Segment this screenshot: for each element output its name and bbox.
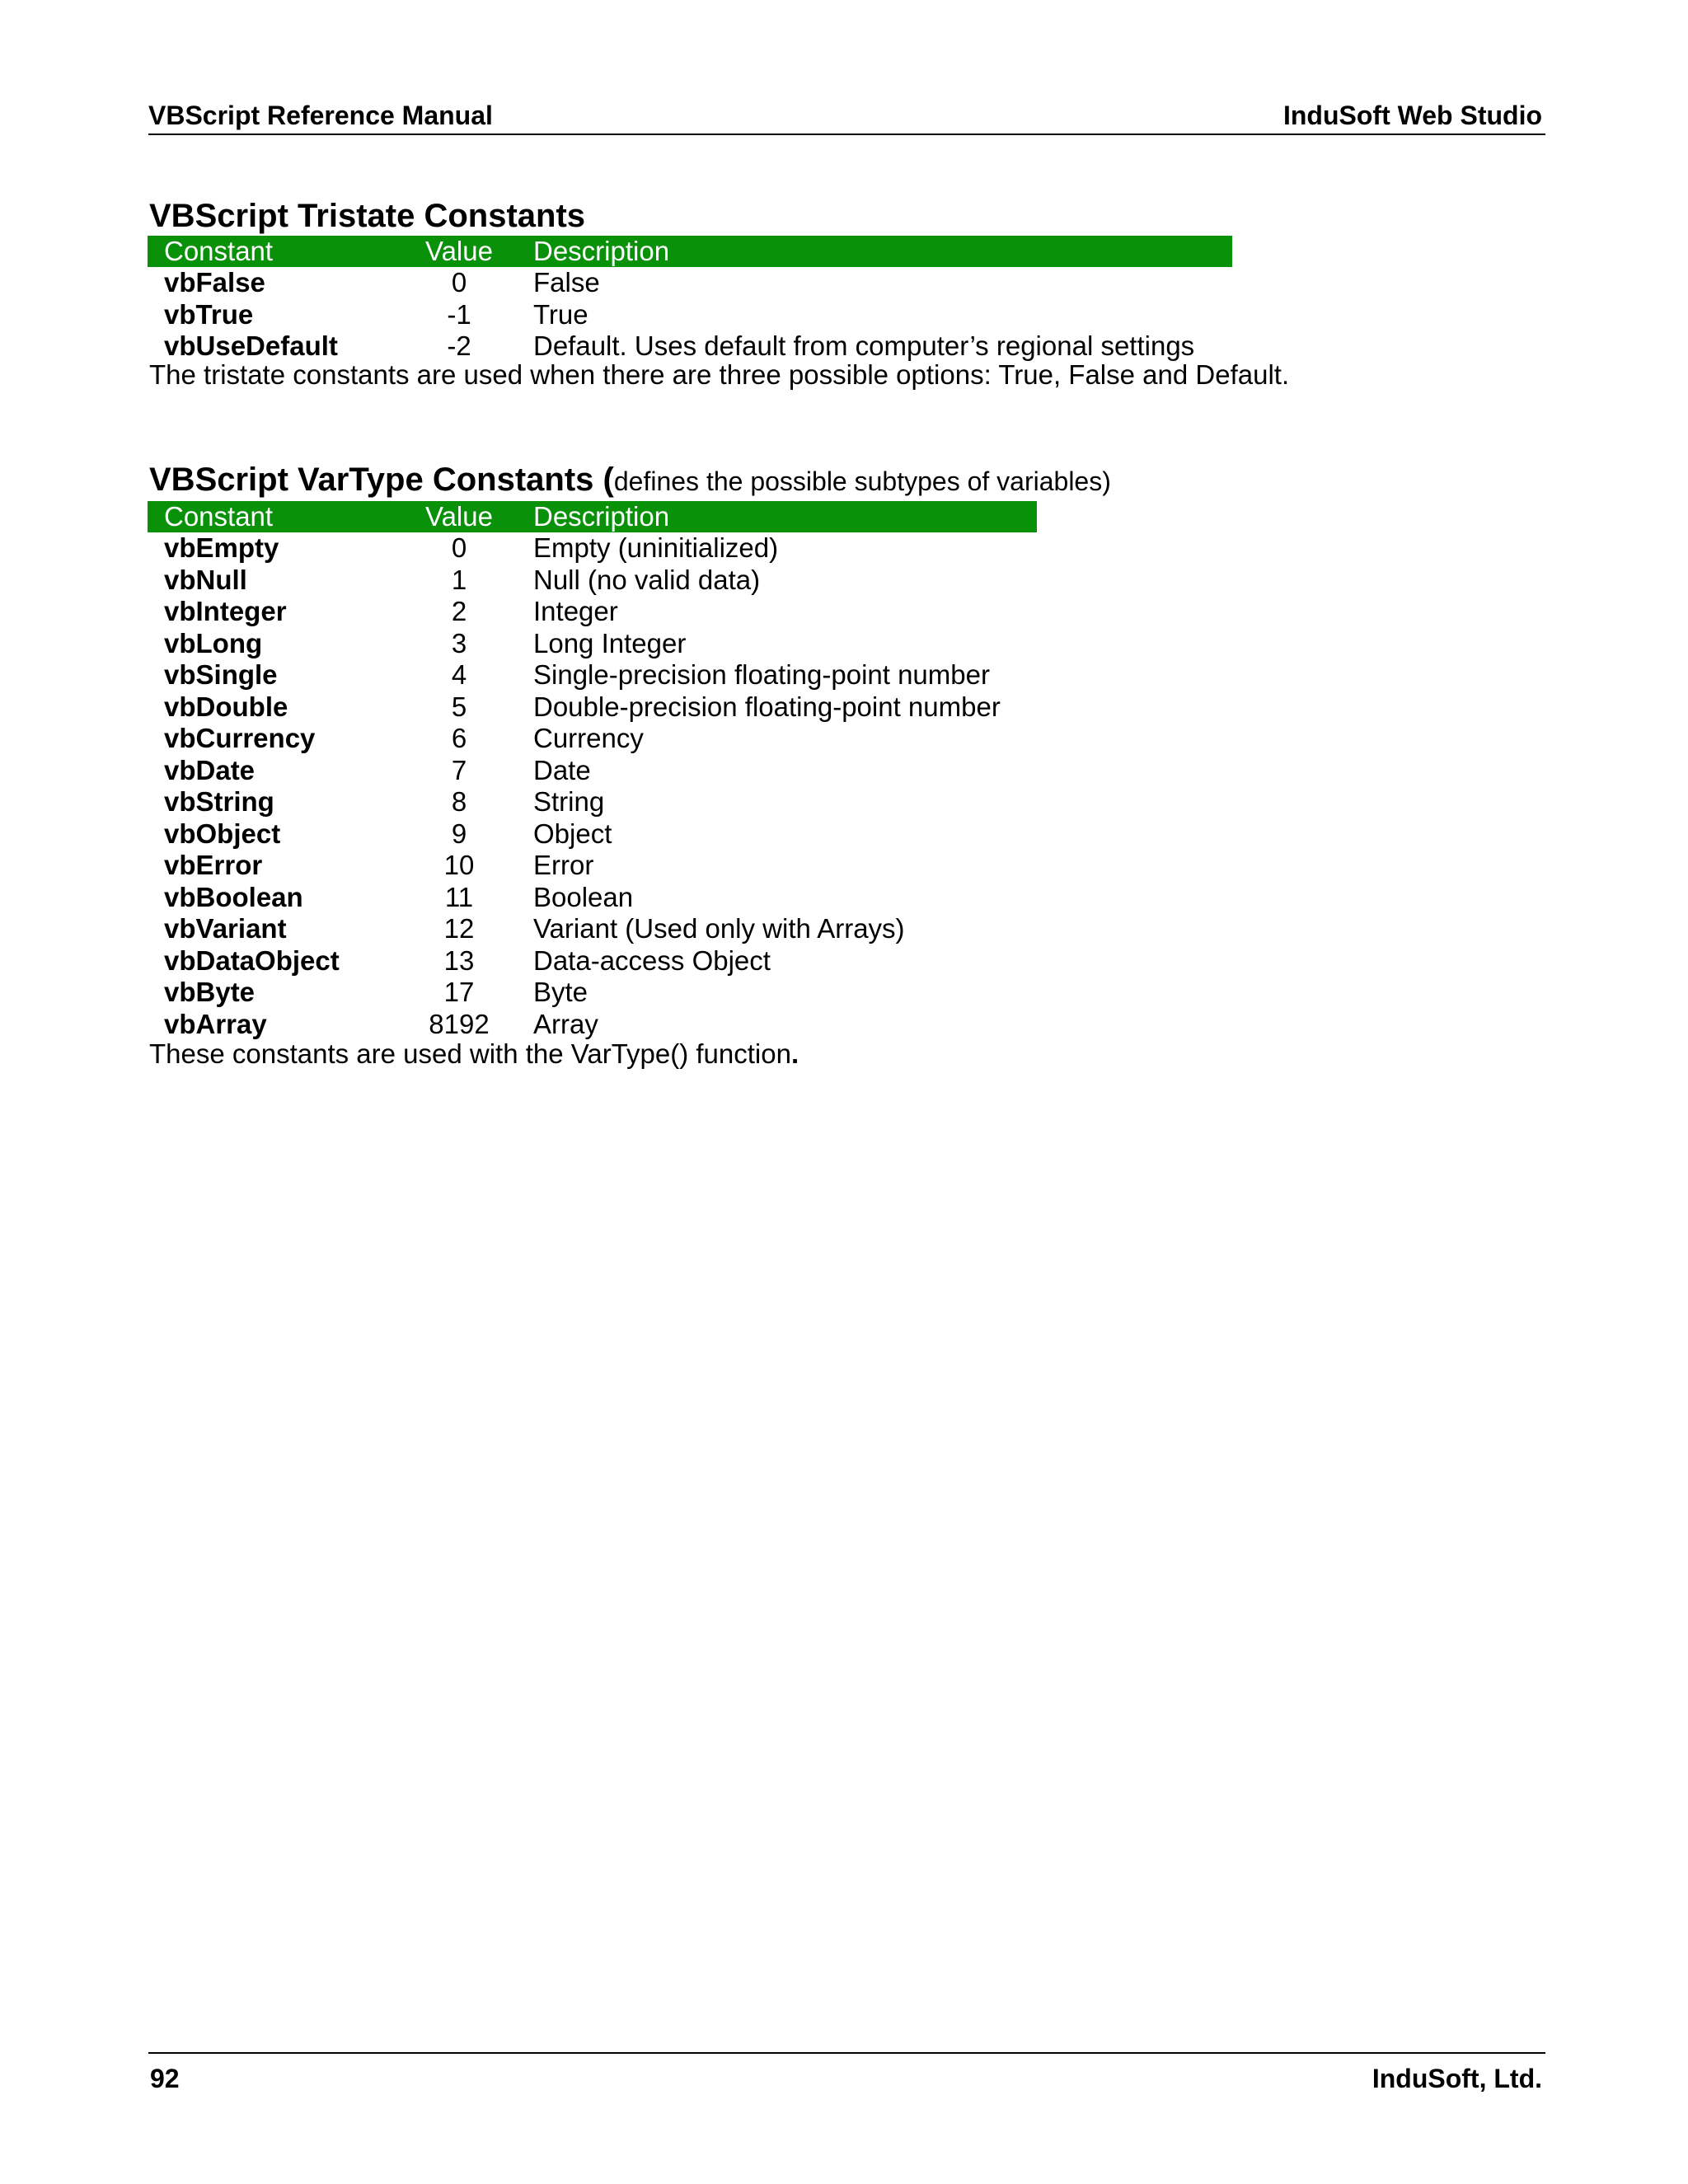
constant-description: Array	[533, 1008, 598, 1039]
constant-name: vbEmpty	[164, 532, 279, 563]
constant-name: vbCurrency	[164, 723, 316, 753]
vartype-table	[148, 501, 1037, 1040]
page-footer	[148, 2052, 1545, 2097]
constant-value: 13	[443, 944, 475, 976]
table-row	[148, 532, 1037, 565]
tristate-title-text: VBScript Tristate Constants	[149, 198, 586, 234]
table-row	[148, 330, 1232, 363]
table-row	[148, 786, 1037, 818]
constant-value: 4	[451, 659, 467, 690]
column-header-description: Description	[533, 501, 670, 532]
constant-description: Variant (Used only with Arrays)	[533, 913, 905, 944]
constant-description: Integer	[533, 596, 618, 626]
constant-value: 11	[444, 881, 474, 912]
column-header-constant: Constant	[164, 501, 274, 532]
constant-name: vbObject	[164, 818, 281, 849]
constant-value: 3	[451, 627, 467, 658]
constant-description: Currency	[533, 723, 644, 753]
vartype-note	[149, 1038, 799, 1071]
constant-description: Byte	[533, 977, 588, 1007]
tristate-table-header	[148, 236, 1232, 267]
constant-description: Object	[533, 818, 612, 849]
table-row	[148, 882, 1037, 914]
column-header-constant: Constant	[164, 236, 274, 266]
constant-name: vbInteger	[164, 596, 287, 626]
column-header-value: Value	[425, 236, 493, 266]
column-header-value: Value	[425, 501, 493, 532]
vartype-note-period: .	[790, 1038, 799, 1069]
table-row	[148, 755, 1037, 787]
page-header	[148, 97, 1545, 135]
constant-value: 5	[451, 691, 467, 722]
constant-description: Date	[533, 754, 591, 785]
table-row	[148, 945, 1037, 977]
constant-value: 8	[451, 786, 467, 817]
constant-name: vbVariant	[164, 913, 287, 944]
table-row	[148, 977, 1037, 1009]
constant-name: vbDataObject	[164, 944, 340, 976]
constant-name: vbDate	[164, 754, 256, 785]
table-row	[148, 299, 1232, 331]
constant-description: Data-access Object	[533, 944, 771, 976]
header-product-name: InduSoft Web Studio	[1282, 101, 1542, 130]
constant-value: 9	[451, 818, 467, 849]
table-row	[148, 659, 1037, 691]
table-row	[148, 1009, 1037, 1041]
constant-name: vbFalse	[164, 267, 265, 298]
table-row	[148, 691, 1037, 724]
column-header-description: Description	[533, 236, 670, 266]
constant-description: Long Integer	[533, 627, 687, 658]
constant-value: 2	[451, 596, 467, 626]
constant-name: vbSingle	[164, 659, 278, 690]
tristate-table-body	[148, 267, 1232, 363]
table-row	[148, 913, 1037, 945]
constant-name: vbError	[164, 850, 263, 880]
constant-value: 0	[451, 532, 467, 563]
constant-description: True	[533, 298, 588, 330]
constant-name: vbDouble	[164, 691, 288, 722]
constant-description: False	[533, 267, 600, 298]
constant-value: 6	[451, 723, 467, 753]
constant-name: vbUseDefault	[164, 330, 338, 361]
tristate-section-title	[149, 196, 585, 236]
constant-value: 7	[451, 754, 467, 785]
vartype-note-text: These constants are used with the VarType() function	[149, 1038, 791, 1069]
constant-description: Null (no valid data)	[533, 564, 761, 595]
constant-value: 12	[443, 913, 475, 944]
constant-value: 17	[443, 977, 475, 1007]
vartype-table-header	[148, 501, 1037, 532]
constant-value: -1	[447, 298, 471, 330]
vartype-title-text: VBScript VarType Constants	[149, 462, 594, 498]
table-row	[148, 628, 1037, 660]
constant-name: vbByte	[164, 977, 256, 1007]
page-number: 92	[150, 2064, 180, 2093]
constant-name: vbLong	[164, 627, 263, 658]
vartype-section-title	[149, 460, 1111, 501]
table-row	[148, 565, 1037, 597]
table-row	[148, 596, 1037, 628]
constant-name: vbNull	[164, 564, 247, 595]
constant-description: Error	[533, 850, 594, 880]
constant-name: vbBoolean	[164, 881, 303, 912]
header-manual-title: VBScript Reference Manual	[148, 101, 493, 130]
table-row	[148, 723, 1037, 755]
vartype-table-body	[148, 532, 1037, 1040]
tristate-note: The tristate constants are used when there are three possible options: True, False and Default.	[149, 359, 1290, 390]
constant-name: vbTrue	[164, 298, 254, 330]
constant-description: String	[533, 786, 605, 817]
constant-name: vbString	[164, 786, 274, 817]
constant-description: Default. Uses default from computer’s regional settings	[533, 330, 1195, 361]
table-row	[148, 850, 1037, 882]
vartype-subtitle: defines the possible subtypes of variables)	[613, 466, 1111, 496]
constant-description: Boolean	[533, 881, 634, 912]
constant-value: 10	[443, 850, 475, 880]
footer-company: InduSoft, Ltd.	[1372, 2064, 1542, 2093]
constant-value: 1	[451, 564, 467, 595]
table-row	[148, 267, 1232, 299]
vartype-title-paren: (	[603, 462, 614, 498]
constant-name: vbArray	[164, 1008, 267, 1039]
constant-description: Single-precision floating-point number	[533, 659, 990, 690]
constant-value: -2	[447, 330, 471, 361]
constant-value: 0	[451, 267, 467, 298]
tristate-table	[148, 236, 1232, 363]
constant-description: Double-precision floating-point number	[533, 691, 1001, 722]
table-row	[148, 818, 1037, 851]
constant-value: 8192	[429, 1008, 490, 1039]
constant-description: Empty (uninitialized)	[533, 532, 779, 563]
